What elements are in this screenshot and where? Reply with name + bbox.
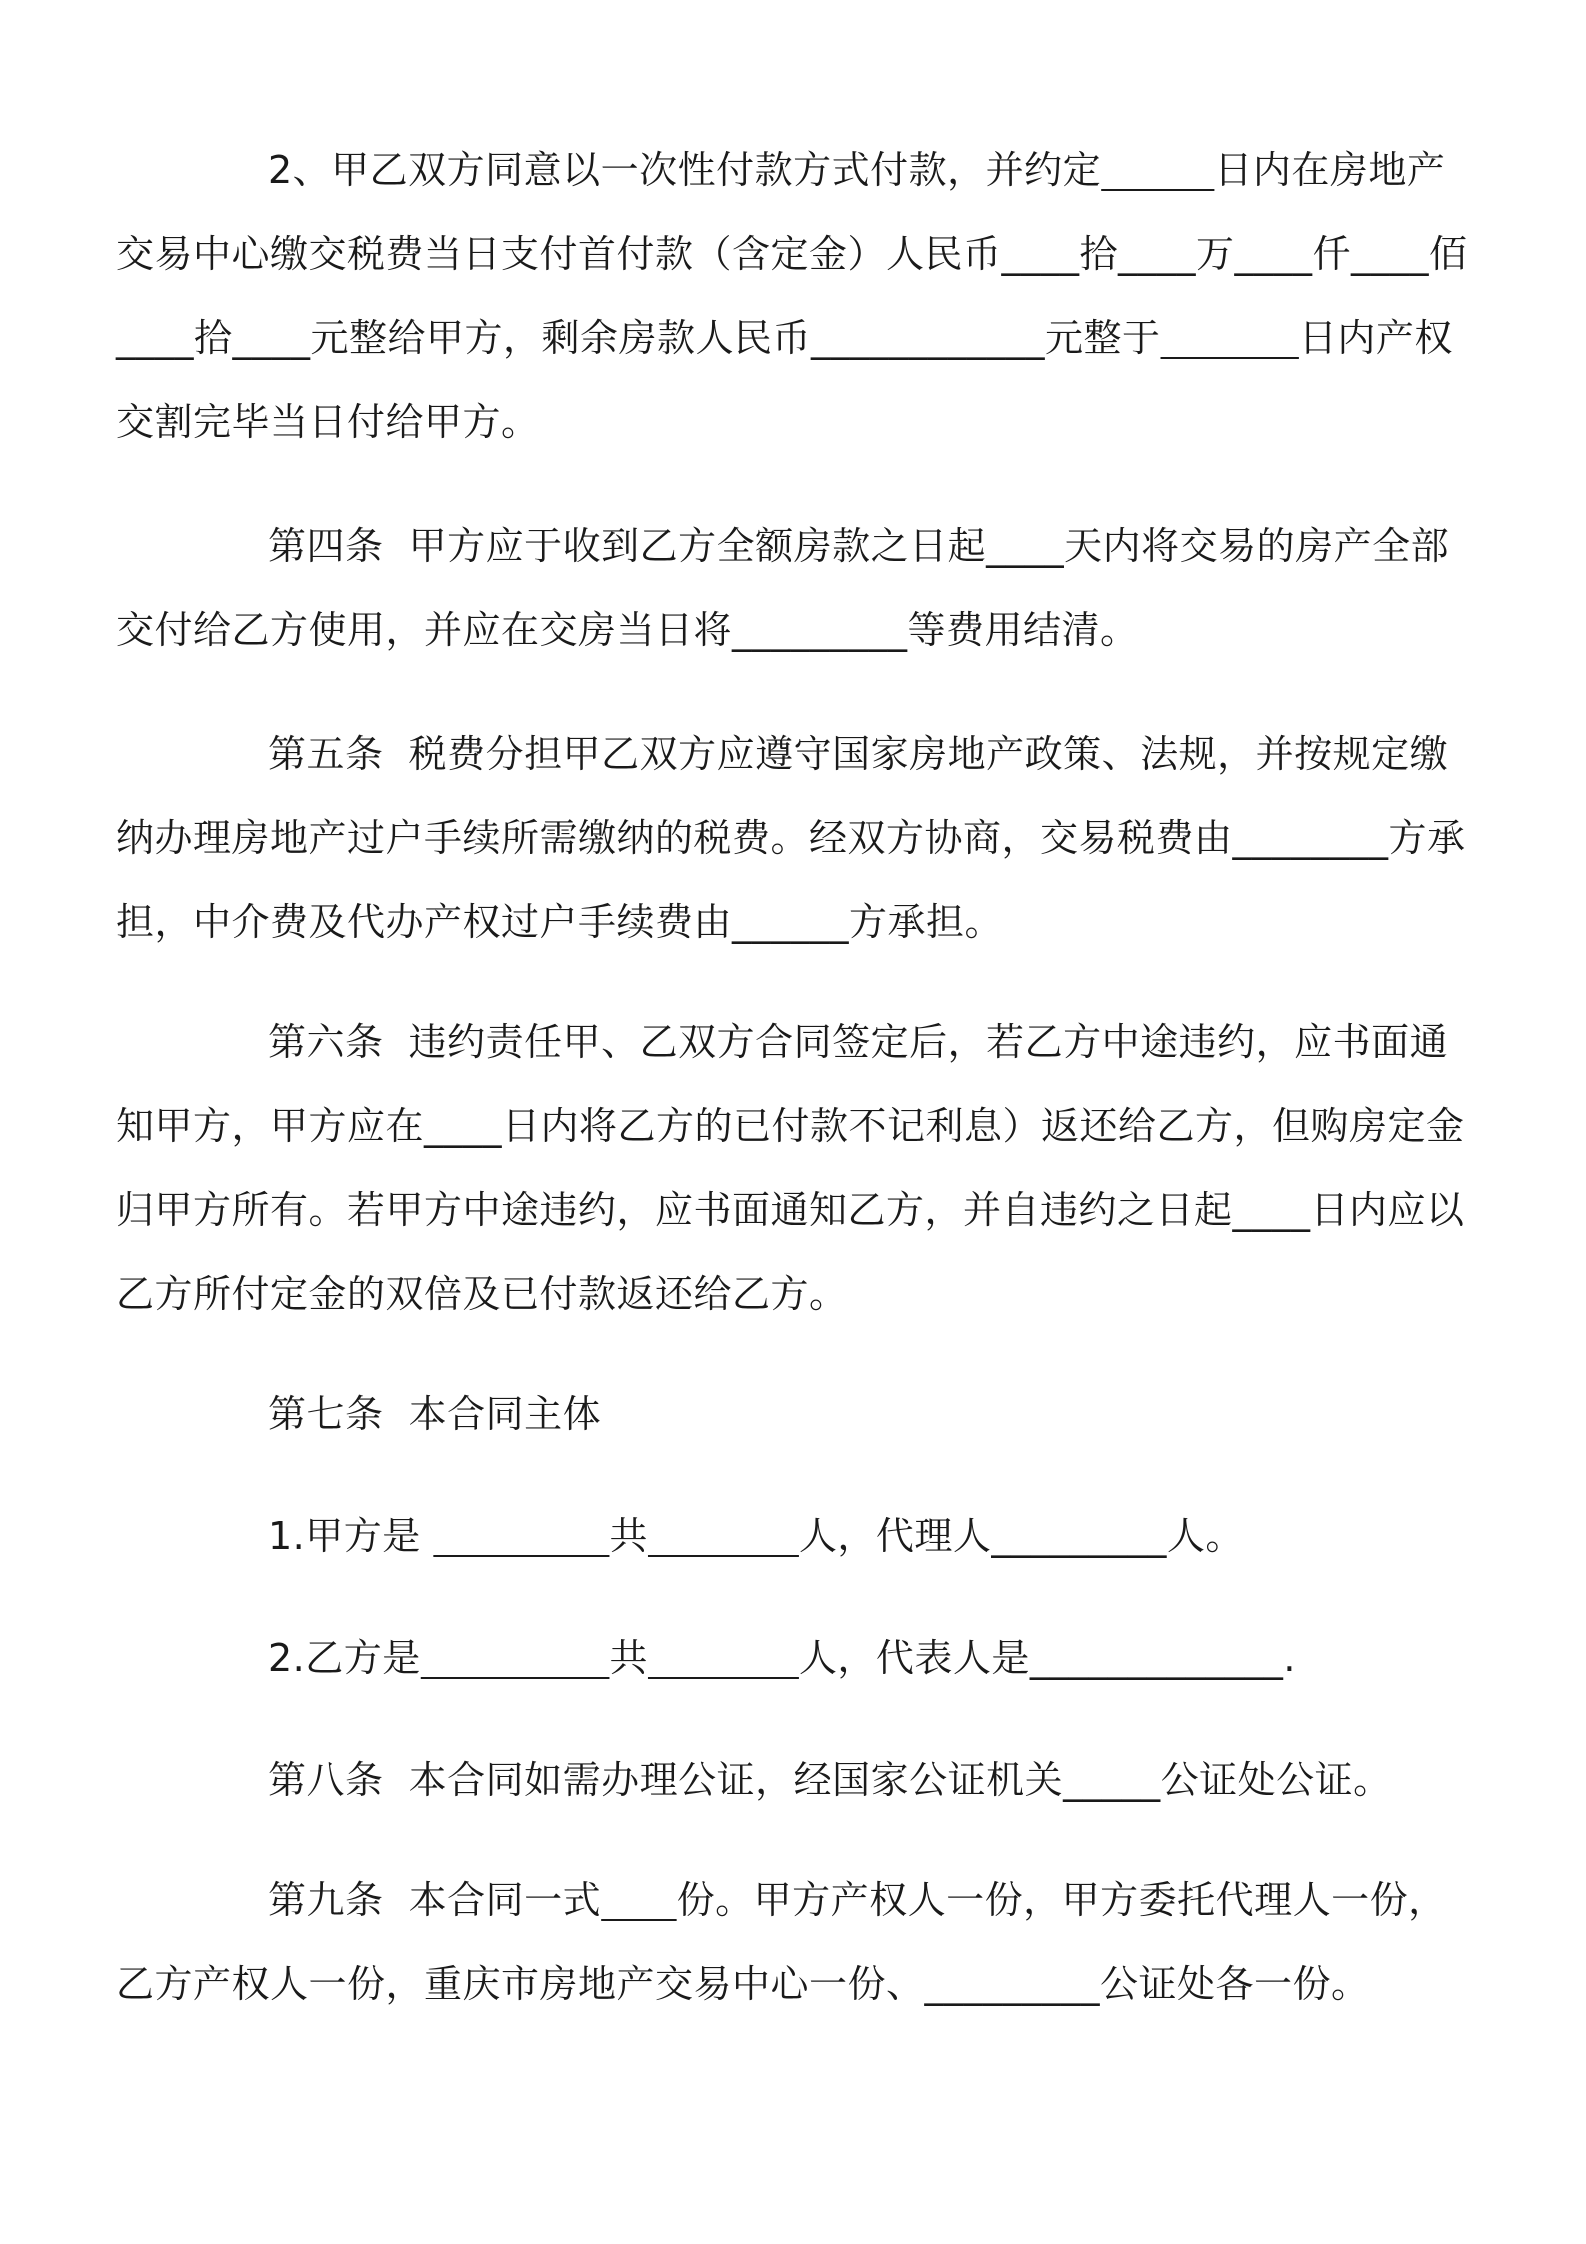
party-a <box>268 1494 1468 1578</box>
article-8 <box>268 1738 1468 1822</box>
article-5 <box>116 712 1476 964</box>
paragraph-text: 第五条 税费分担甲乙双方应遵守国家房地产政策、法规，并按规定缴纳办理房地产过户手续所需缴纳的税费。经双方协商，交易税费由________方承担，中介费及代办产权过户手续费由______方承担。 <box>116 732 1466 944</box>
fill-in-blank <box>601 1878 676 1922</box>
paragraph-text: 日内产权交割完毕当日付给甲方。 <box>116 316 1453 444</box>
fill-in-blank <box>433 1514 609 1558</box>
paragraph-text: 1.甲方是 <box>268 1514 434 1558</box>
fill-in-blank <box>1161 316 1299 360</box>
article-9 <box>116 1858 1476 2026</box>
paragraph-text: 2、甲乙双方同意以一次性付款方式付款，并约定 <box>268 148 1102 192</box>
fill-in-blank <box>421 1636 610 1680</box>
paragraph-text: 2.乙方是 <box>268 1636 421 1680</box>
article-4 <box>116 504 1476 672</box>
paragraph-text: 人，代表人是_____________. <box>798 1636 1297 1680</box>
payment-clause <box>116 128 1476 464</box>
paragraph-text: 日内在房地产交易中心缴交税费当日支付首付款（含定金）人民币____拾____万____仟____佰____拾____元整给甲方，剩余房款人民币____________元整于 <box>116 148 1468 360</box>
paragraph-text: 第六条 违约责任甲、乙双方合同签定后，若乙方中途违约，应书面通知甲方，甲方应在____日内将乙方的已付款不记利息）返还给乙方，但购房定金归甲方所有。若甲方中途违约，应书面通知乙方，并自违约之日起____日内应以乙方所付定金的双倍及已付款返还给乙方。 <box>116 1020 1465 1316</box>
article-7 <box>268 1372 1468 1456</box>
paragraph-text: 第九条 本合同一式 <box>268 1878 602 1922</box>
fill-in-blank <box>648 1514 799 1558</box>
paragraph-text: 人，代理人_________人。 <box>798 1514 1244 1558</box>
article-6 <box>116 1000 1476 1336</box>
paragraph-text: 第八条 本合同如需办理公证，经国家公证机关_____公证处公证。 <box>268 1758 1392 1802</box>
fill-in-blank <box>648 1636 799 1680</box>
paragraph-text: 共 <box>609 1514 648 1558</box>
paragraph-text: 份。甲方产权人一份，甲方委托代理人一份，乙方产权人一份，重庆市房地产交易中心一份、_________公证处各一份。 <box>116 1878 1447 2006</box>
paragraph-text: 共 <box>609 1636 648 1680</box>
party-b <box>268 1616 1468 1700</box>
paragraph-text: 第七条 本合同主体 <box>268 1392 602 1436</box>
fill-in-blank <box>1101 148 1214 192</box>
paragraph-text: 第四条 甲方应于收到乙方全额房款之日起____天内将交易的房产全部交付给乙方使用，并应在交房当日将_________等费用结清。 <box>116 524 1450 652</box>
